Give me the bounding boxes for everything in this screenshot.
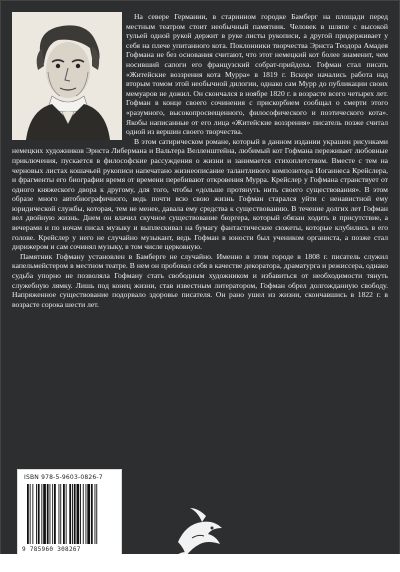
annotation-paragraph-1: На севере Германии, в старинном городке Бамберг на площади перед местным театром стоит необычный памятник. Человек в шляпе с высокой тульей одной рукой держит в руке листы рукописи, а другой придерживает у себя на плече упитанного кота. Поклонники творчества Эрнста Теодора Амадея Гофмана не без основания считают, что этот немецкий кот более знаменит, чем носивший сапоги его французский собрат-прийдоха. Гофман стал писать «Житейские воззрения кота Мурра» в 1819 г. Вскоре начались работа над вторым томом этой необычной дилогии, однако сам Мурр до публикации своих мемуаров не дожил. Он скончался в ноябре 1820 г. в возрасте всего четырех лет. Гофман в конце своего сочинения с прискорбием сообщал о смерти этого «разумного, высокопросвещенного, философического и поэтического кота». Якобы написанные от его лица «Житейские воззрения» писатель позже считал одной из вершин своего творчества.	[126, 12, 388, 137]
isbn-barcode-block	[17, 469, 122, 559]
publisher-logo	[168, 498, 230, 560]
isbn-label: ISBN 978-5-9603-0826-7	[24, 474, 103, 481]
annotation-text	[12, 12, 388, 309]
barcode-image	[25, 484, 115, 544]
barcode-digits: 9 785960 308267	[22, 546, 81, 553]
portrait-spacer	[12, 12, 126, 143]
annotation-paragraph-2: В этом сатирическом романе, который в данном издании украшен рисунками немецких художников Эрнста Либермана и Вальтера Велленштейна, любимый кот Гофмана переживает любовные приключения, пускается в философские рассуждения о жизни и занимается стихоплетством. Вместе с тем на черновых листах кошачьей рукописи напечатано жизнеописание талантливого композитора Иоганнеса Крейслера, и фрагменты его биографии время от времени перебивают откровения Мурра. Крейслер у Гофмана странствует от одного княжеского двора к другому, для того, чтобы «дольше протянуть нить своего существования». В этом образе много автобиографичного, ведь почти всю свою жизнь Гофман старался уйти с ненавистной ему юридической службы, которая, тем не менее, давала ему средства к существованию. В течение долгих лет Гофман вел двойную жизнь. Днем он влачил скучное существование бюргера, который обязан ходить в присутствие, а вечерами и по ночам писал музыку и выплескивал на бумагу фантастические сюжеты, которые клубились в его голове. Крейслер у него не случайно музыкант, ведь Гофман в юности был учеником органиста, а позже стал дирижером и сам сочинял музыку, в том числе церковную.	[12, 136, 388, 252]
annotation-paragraph-3: Памятник Гофману установлен в Бамберге не случайно. Именно в этом городе в 1808 г. писатель служил капельмейстером в местном театре. В нем он пробовал себя в качестве декоратора, драматурга и режиссера, однако судьба упорно не позволяла Гофману стать свободным художником и избавиться от необходимости тянуть служебную лямку. Лишь под конец жизни, став известным литератором, Гофман обрел долгожданную свободу. Напряженное существование подорвало здоровье писателя. Он рано ушел из жизни, скончавшись в 1822 г. в возрасте сорока шести лет.	[12, 251, 388, 309]
